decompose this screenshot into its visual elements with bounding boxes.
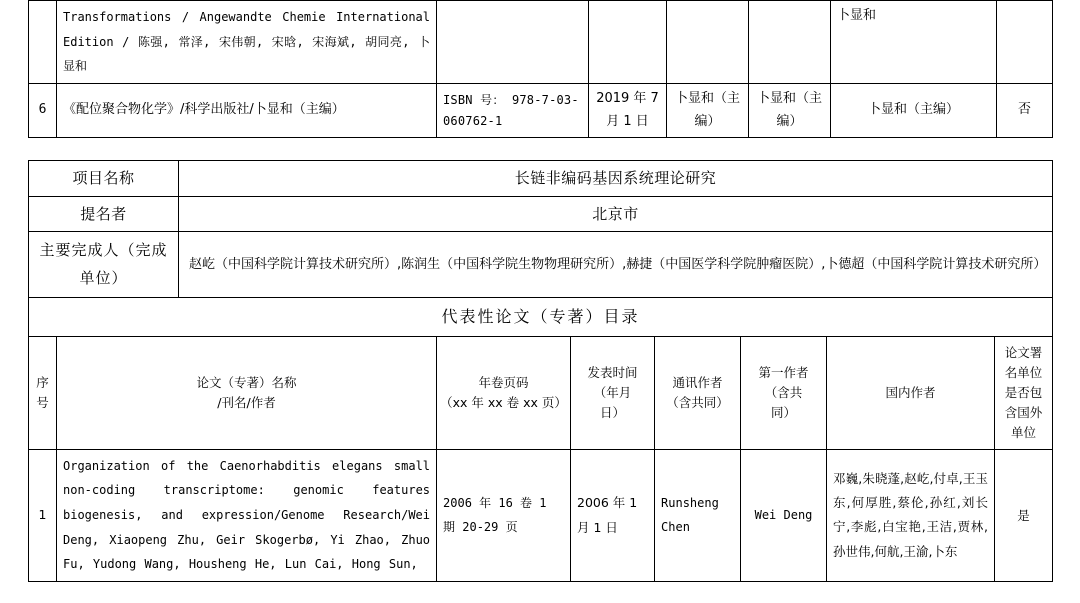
column-header-overseas-line5: 单位 (1011, 424, 1037, 440)
column-header-first-author-line1: 第一作者 (758, 364, 809, 380)
row-isbn: ISBN 号： 978-7-03-060762-1 (437, 83, 589, 138)
row-first-author (749, 1, 831, 84)
column-header-pubdate-line1: 发表时间 (587, 364, 638, 380)
column-header-pubdate-line3: 日） (600, 404, 626, 420)
column-header-volume-line1: 年卷页码 (478, 374, 529, 390)
column-header-domestic-authors (827, 336, 995, 449)
column-header-pubdate (571, 336, 655, 449)
table-spacer (28, 138, 1052, 160)
column-header-paper-line2: /刊名/作者 (217, 394, 276, 410)
column-header-overseas-line4: 含国外 (1004, 404, 1043, 420)
row-pubdate: 2006 年 1 月 1 日 (571, 449, 655, 581)
row-paper-title: Organization of the Caenorhabditis elegans small non-coding transcriptome: genomic features biogenesis, and expression/Genome Research/Wei Deng, Xiaopeng Zhu, Geir Skogerbø, Yi Zhao, Zhuo Fu, Yudong Wang, Housheng He, Lun Cai, Hong Sun, (57, 449, 437, 581)
row-seq (29, 1, 57, 84)
field-row-main-contributors (29, 231, 1053, 297)
column-header-paper (57, 336, 437, 449)
table-row (29, 449, 1053, 581)
row-isbn (437, 1, 589, 84)
column-header-volume-line2: （xx 年 xx 卷 xx 页） (440, 394, 567, 410)
row-domestic-authors: 卜显和 (831, 1, 997, 84)
section-heading-row (29, 297, 1053, 336)
section-heading: 代表性论文（专著）目录 (29, 297, 1053, 336)
row-date (589, 1, 667, 84)
row-date: 2019 年 7 月 1 日 (589, 83, 667, 138)
row-domestic-authors: 邓巍,朱晓蓬,赵屹,付卓,王玉东,何厚胜,蔡伦,孙红,刘长宁,李彪,白宝艳,王洁,贾林,孙世伟,何航,王渝,卜东 (827, 449, 995, 581)
column-header-first-author-line3: 同） (771, 404, 797, 420)
column-header-seq-line1: 序 (36, 374, 49, 390)
column-header-pubdate-line2: （年月 (593, 384, 632, 400)
row-overseas-flag: 是 (995, 449, 1053, 581)
row-paper-title: Transformations / Angewandte Chemie International Edition / 陈强, 常泽, 宋伟朝, 宋晗, 宋海斌, 胡同亮, 卜显和 (57, 1, 437, 84)
column-header-domestic-line1: 国内作者 (885, 384, 936, 400)
field-label: 主要完成人（完成单位） (29, 231, 179, 297)
column-header-paper-line1: 论文（专著）名称 (196, 374, 297, 390)
column-header-overseas-line3: 是否包 (1004, 384, 1043, 400)
column-header-first-author-line2: （含共 (764, 384, 803, 400)
column-header-first-author (741, 336, 827, 449)
project-record-table (28, 160, 1053, 581)
row-overseas-flag (997, 1, 1053, 84)
row-corresponding-author: 卜显和（主编） (667, 83, 749, 138)
field-label: 提名者 (29, 196, 179, 231)
row-first-author: Wei Deng (741, 449, 827, 581)
column-header-corresponding-line2: （含共同） (666, 394, 729, 410)
table-row (29, 1, 1053, 84)
row-first-author: 卜显和（主编） (749, 83, 831, 138)
field-value: 长链非编码基因系统理论研究 (179, 161, 1053, 196)
row-overseas-flag: 否 (997, 83, 1053, 138)
row-volume-pages: 2006 年 16 卷 1 期 20-29 页 (437, 449, 571, 581)
row-corresponding-author: Runsheng Chen (655, 449, 741, 581)
field-value: 北京市 (179, 196, 1053, 231)
column-header-seq (29, 336, 57, 449)
column-header-volume (437, 336, 571, 449)
row-paper-title: 《配位聚合物化学》/科学出版社/卜显和（主编） (57, 83, 437, 138)
row-corresponding-author (667, 1, 749, 84)
column-header-corresponding-line1: 通讯作者 (672, 374, 723, 390)
column-header-overseas (995, 336, 1053, 449)
row-domestic-authors: 卜显和（主编） (831, 83, 997, 138)
table-row (29, 83, 1053, 138)
column-header-corresponding (655, 336, 741, 449)
row-seq: 1 (29, 449, 57, 581)
column-header-seq-line2: 号 (36, 394, 49, 410)
field-label: 项目名称 (29, 161, 179, 196)
column-header-overseas-line1: 论文署 (1004, 344, 1043, 360)
row-seq: 6 (29, 83, 57, 138)
table-header-row (29, 336, 1053, 449)
column-header-overseas-line2: 名单位 (1004, 364, 1043, 380)
field-row-project-name (29, 161, 1053, 196)
field-value: 赵屹（中国科学院计算技术研究所）,陈润生（中国科学院生物物理研究所）,赫捷（中国医学科学院肿瘤医院）,卜德超（中国科学院计算技术研究所） (179, 231, 1053, 297)
publications-continuation-table (28, 0, 1053, 138)
field-row-nominator (29, 196, 1053, 231)
